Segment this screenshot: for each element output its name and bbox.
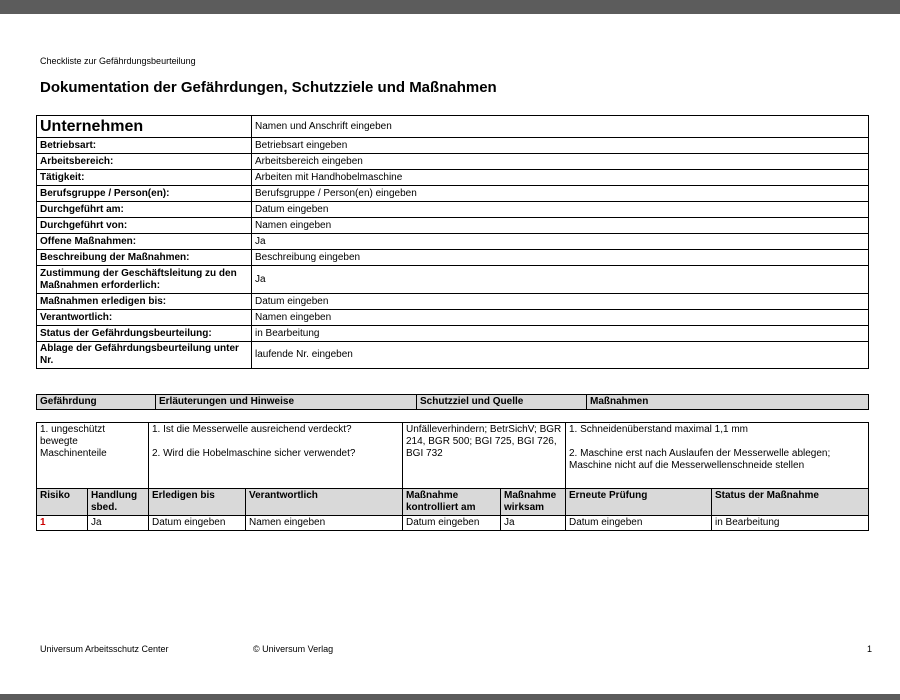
sub-header: Status der Maßnahme — [712, 489, 869, 516]
info-label: Durchgeführt von: — [37, 218, 252, 234]
column-header: Schutzziel und Quelle — [417, 395, 587, 410]
document-subtitle: Checkliste zur Gefährdungsbeurteilung — [40, 56, 196, 66]
measure-status-value[interactable]: in Bearbeitung — [712, 516, 869, 531]
document-title: Dokumentation der Gefährdungen, Schutzziele und Maßnahmen — [40, 79, 497, 96]
info-label: Maßnahmen erledigen bis: — [37, 294, 252, 310]
responsible-value[interactable]: Namen eingeben — [246, 516, 403, 531]
sub-header: Erneute Prüfung — [566, 489, 712, 516]
info-label: Verantwortlich: — [37, 310, 252, 326]
info-label: Betriebsart: — [37, 138, 252, 154]
footer-center: © Universum Verlag — [253, 644, 334, 654]
info-label: Arbeitsbereich: — [37, 154, 252, 170]
sub-header: Maßnahme wirksam — [501, 489, 566, 516]
risk-value[interactable]: 1 — [37, 516, 88, 531]
sub-header: Erledigen bis — [149, 489, 246, 516]
info-label: Beschreibung der Maßnahmen: — [37, 250, 252, 266]
info-value[interactable]: Beschreibung eingeben — [252, 250, 869, 266]
hazard-measures — [566, 423, 869, 489]
column-header: Maßnahmen — [587, 395, 869, 410]
column-header: Gefährdung — [37, 395, 156, 410]
info-value[interactable]: Namen eingeben — [252, 310, 869, 326]
hazard-notes — [149, 423, 403, 489]
info-value[interactable]: laufende Nr. eingeben — [252, 342, 869, 369]
action-required-value[interactable]: Ja — [88, 516, 149, 531]
info-label: Ablage der Gefährdungsbeurteilung unter Nr. — [37, 342, 252, 369]
hazard-table — [36, 422, 869, 531]
info-value[interactable]: in Bearbeitung — [252, 326, 869, 342]
info-value[interactable]: Datum eingeben — [252, 202, 869, 218]
recheck-date-value[interactable]: Datum eingeben — [566, 516, 712, 531]
sub-header: Maßnahme kontrolliert am — [403, 489, 501, 516]
effective-value[interactable]: Ja — [501, 516, 566, 531]
info-table — [36, 115, 869, 369]
info-label: Berufsgruppe / Person(en): — [37, 186, 252, 202]
measure-item: 1. Schneidenüberstand maximal 1,1 mm — [569, 424, 748, 435]
footer-left: Universum Arbeitsschutz Center — [40, 644, 169, 654]
info-label: Unternehmen — [37, 116, 252, 138]
info-label: Zustimmung der Geschäftsleitung zu den Maßnahmen erforderlich: — [37, 266, 252, 294]
sub-header: Risiko — [37, 489, 88, 516]
info-label: Tätigkeit: — [37, 170, 252, 186]
measure-item: Maschine nicht auf die Messerwellenschneide stellen — [569, 460, 805, 471]
info-label: Status der Gefährdungsbeurteilung: — [37, 326, 252, 342]
info-value[interactable]: Ja — [252, 266, 869, 294]
info-value[interactable]: Berufsgruppe / Person(en) eingeben — [252, 186, 869, 202]
checked-date-value[interactable]: Datum eingeben — [403, 516, 501, 531]
info-value[interactable]: Arbeiten mit Handhobelmaschine — [252, 170, 869, 186]
measure-item: 2. Maschine erst nach Auslaufen der Messerwelle ablegen; — [569, 448, 831, 459]
hazard-source: Unfälleverhindern; BetrSichV; BGR 214, BGR 500; BGI 725, BGI 726, BGI 732 — [403, 423, 566, 489]
info-label: Durchgeführt am: — [37, 202, 252, 218]
info-value[interactable]: Datum eingeben — [252, 294, 869, 310]
hazard-note: 1. Ist die Messerwelle ausreichend verdeckt? — [152, 424, 352, 435]
info-label: Offene Maßnahmen: — [37, 234, 252, 250]
column-header: Erläuterungen und Hinweise — [156, 395, 417, 410]
due-date-value[interactable]: Datum eingeben — [149, 516, 246, 531]
info-value[interactable]: Ja — [252, 234, 869, 250]
hazard-name: 1. ungeschützt bewegte Maschinenteile — [37, 423, 149, 489]
document-page — [0, 14, 900, 694]
hazard-header-table — [36, 394, 869, 410]
page-number: 1 — [867, 644, 873, 654]
info-value[interactable]: Namen eingeben — [252, 218, 869, 234]
info-value[interactable]: Namen und Anschrift eingeben — [252, 116, 869, 138]
info-value[interactable]: Betriebsart eingeben — [252, 138, 869, 154]
sub-header: Verantwortlich — [246, 489, 403, 516]
sub-header: Handlung sbed. — [88, 489, 149, 516]
info-value[interactable]: Arbeitsbereich eingeben — [252, 154, 869, 170]
hazard-note: 2. Wird die Hobelmaschine sicher verwendet? — [152, 448, 356, 459]
